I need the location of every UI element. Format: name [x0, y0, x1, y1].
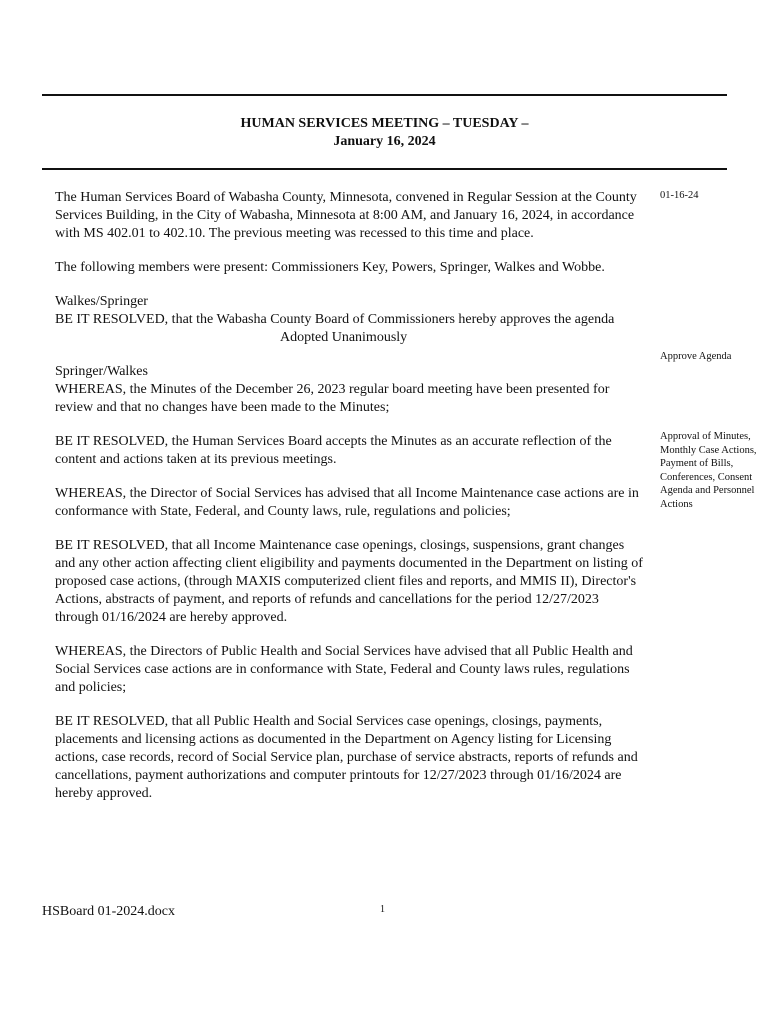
motion-agenda-movers: Walkes/Springer [55, 294, 148, 309]
motion-agenda-resolution: BE IT RESOLVED, that the Wabasha County Board of Commissioners hereby approves the agenda [55, 312, 615, 327]
motion-minutes-movers: Springer/Walkes [55, 364, 148, 379]
top-divider [42, 94, 727, 96]
minutes-body [55, 189, 645, 803]
members-present-paragraph: The following members were present: Commissioners Key, Powers, Springer, Walkes and Wobbe. [55, 260, 605, 275]
motion-agenda-result: Adopted Unanimously [280, 330, 408, 345]
margin-note-approval-minutes: Approval of Minutes, Monthly Case Actions, Payment of Bills, Conferences, Consent Agenda and Personnel Actions [660, 431, 757, 510]
motion-minutes-resolved: BE IT RESOLVED, the Human Services Board accepts the Minutes as an accurate reflection of the content and actions taken at its previous meetings. [55, 434, 612, 467]
public-health-resolved: BE IT RESOLVED, that all Public Health and Social Services case openings, closings, payments, placements and licensing actions as documented in the Department on Agency listing for Licensing actions, case records, record of Social Service plan, purchase of service abstracts, reports of refunds and cancellations, payment authorizations and computer printouts for 12/27/2023 through 01/16/2024 are hereby approved. [55, 714, 638, 801]
income-maintenance-resolved: BE IT RESOLVED, that all Income Maintenance case openings, closings, suspensions, grant changes and any other action affecting client eligibility and payments documented in the Department on listing of proposed case actions, (through MAXIS computerized client files and reports, and MMIS II), Director's Actions, abstracts of payment, and reports of refunds and cancellations for the period 12/27/2023 through 01/16/2024 are hereby approved. [55, 538, 643, 625]
meeting-date: January 16, 2024 [333, 134, 436, 149]
public-health-whereas: WHEREAS, the Directors of Public Health and Social Services have advised that all Public Health and Social Services case actions are in conformance with State, Federal and County laws rules, regulations and policies; [55, 644, 633, 695]
margin-note-date: 01-16-24 [660, 190, 699, 201]
motion-minutes-whereas: WHEREAS, the Minutes of the December 26, 2023 regular board meeting have been presented for review and that no changes have been made to the Minutes; [55, 382, 610, 415]
meeting-title: HUMAN SERVICES MEETING – TUESDAY – [240, 116, 529, 131]
header-divider [42, 168, 727, 170]
margin-note-approve-agenda: Approve Agenda [660, 351, 732, 362]
income-maintenance-whereas: WHEREAS, the Director of Social Services has advised that all Income Maintenance case actions are in conformance with State, Federal, and County laws, rule, regulations and policies; [55, 486, 639, 519]
footer-page-number: 1 [380, 904, 385, 915]
footer-filename: HSBoard 01-2024.docx [42, 904, 175, 919]
convening-paragraph: The Human Services Board of Wabasha County, Minnesota, convened in Regular Session at the County Services Building, in the City of Wabasha, Minnesota at 8:00 AM, and January 16, 2024, in accordance with MS 402.01 to 402.10. The previous meeting was recessed to this time and place. [55, 190, 637, 241]
